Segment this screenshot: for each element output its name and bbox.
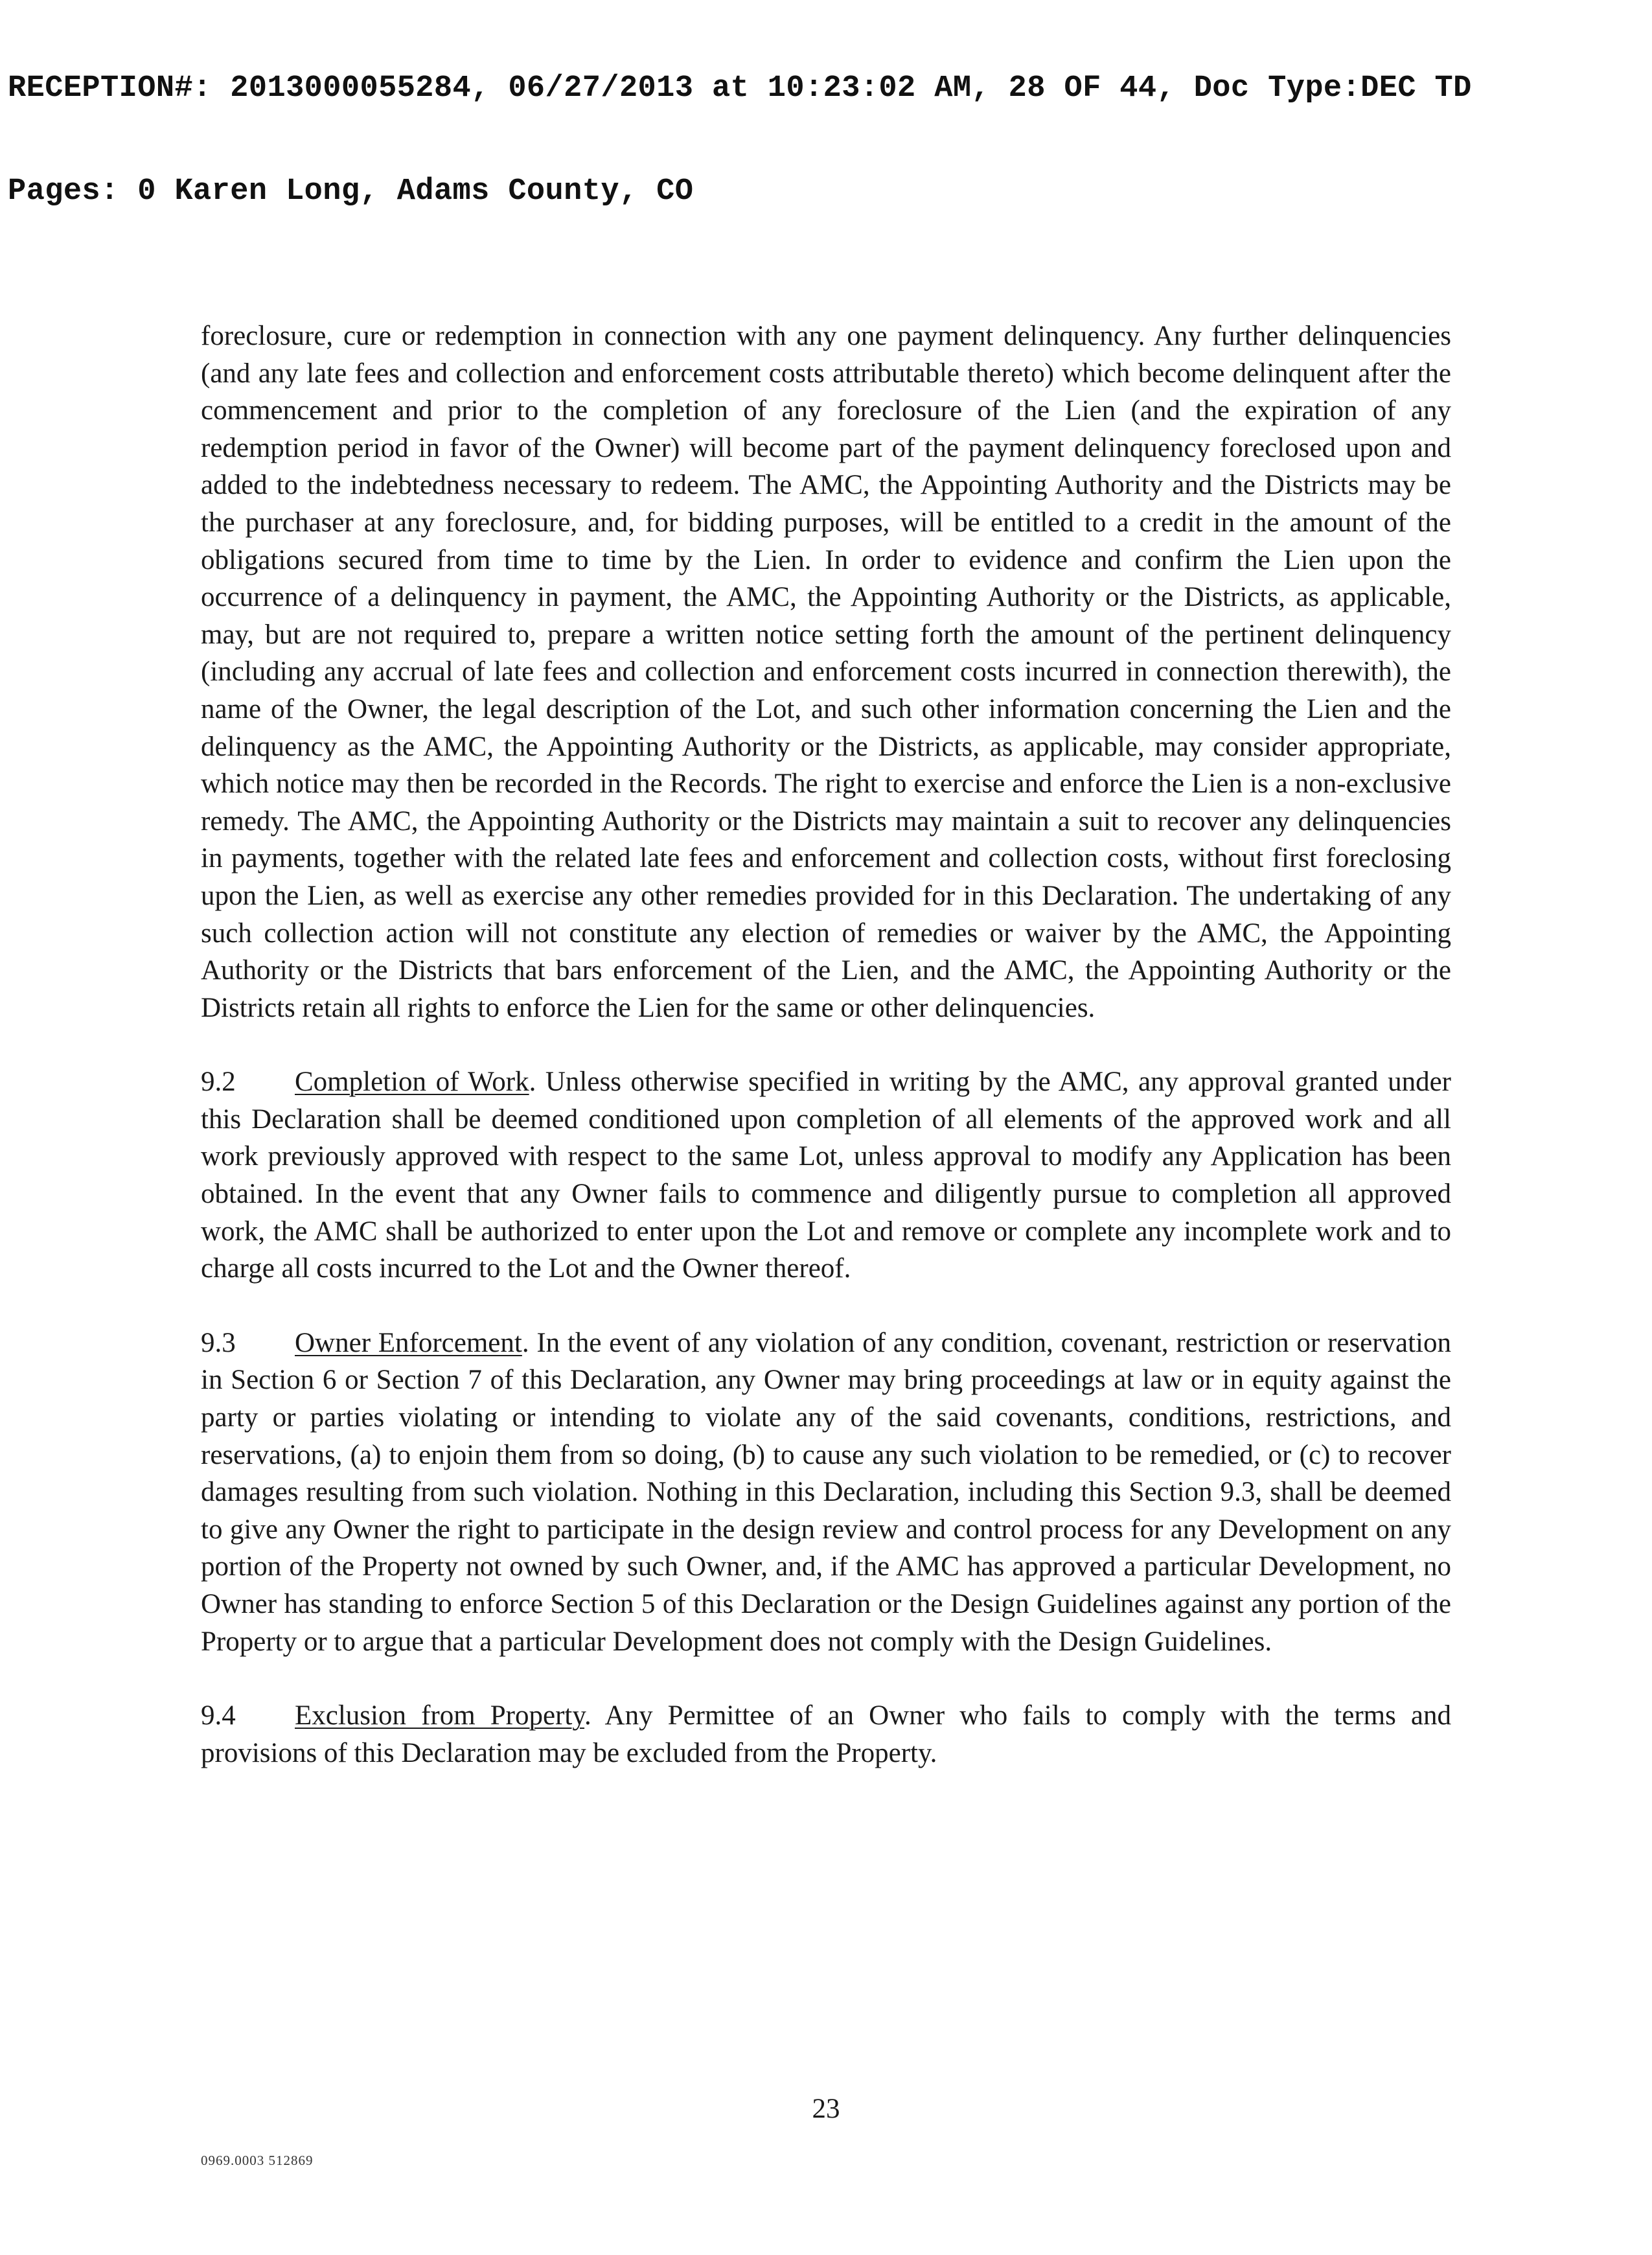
section-title: Completion of Work: [295, 1067, 529, 1098]
section-text: . In the event of any violation of any condition, covenant, restriction or reservation in Section 6 or Section 7 of this Declaration, any Owner may bring proceedings at law or in equity against the party or parties violating or intending to violate any of the said covenants, conditions, restrictions, and reservations, (a) to enjoin them from so doing, (b) to cause any such violation to be remedied, or (c) to recover damages resulting from such violation. Nothing in this Declaration, including this Section 9.3, shall be deemed to give any Owner the right to participate in the design review and control process for any Development on any portion of the Property not owned by such Owner, and, if the AMC has approved a particular Development, no Owner has standing to enforce Section 5 of this Declaration or the Design Guidelines against any portion of the Property or to argue that a particular Development does not comply with the Design Guidelines.: [201, 1327, 1451, 1657]
page-number: 23: [812, 2094, 840, 2124]
reception-line: RECEPTION#: 2013000055284, 06/27/2013 at 10:23:02 AM, 28 OF 44, Doc Type:DEC TD: [8, 71, 1472, 106]
section-number: 9.4: [201, 1700, 236, 1731]
section-number: 9.2: [201, 1067, 236, 1098]
pages-line: Pages: 0 Karen Long, Adams County, CO: [8, 174, 694, 209]
section-9-3: [201, 1324, 1451, 1660]
section-text: . Unless otherwise specified in writing by the AMC, any approval granted under this Declaration shall be deemed conditioned upon completion of all elements of the approved work and all work previously approved with respect to the same Lot, unless approval to modify any Application has been obtained. In the event that any Owner fails to commence and diligently pursue to completion all approved work, the AMC shall be authorized to enter upon the Lot and remove or complete any incomplete work and to charge all costs incurred to the Lot and the Owner thereof.: [201, 1067, 1451, 1284]
section-text: . Any Permittee of an Owner who fails to comply with the terms and provisions of this Declaration may be excluded from the Property.: [201, 1700, 1451, 1768]
recording-stamp: [8, 3, 1472, 243]
document-body: [201, 318, 1451, 1809]
continued-paragraph: foreclosure, cure or redemption in connection with any one payment delinquency. Any further delinquencies (and any late fees and collection and enforcement costs attributable thereto) which become delinquent after the commencement and prior to the completion of any foreclosure of the Lien (and the expiration of any redemption period in favor of the Owner) will become part of the payment delinquency foreclosed upon and added to the indebtedness necessary to redeem. The AMC, the Appointing Authority and the Districts may be the purchaser at any foreclosure, and, for bidding purposes, will be entitled to a credit in the amount of the obligations secured from time to time by the Lien. In order to evidence and confirm the Lien upon the occurrence of a delinquency in payment, the AMC, the Appointing Authority or the Districts, as applicable, may, but are not required to, prepare a written notice setting forth the amount of the pertinent delinquency (including any accrual of late fees and collection and enforcement costs incurred in connection therewith), the name of the Owner, the legal description of the Lot, and such other information concerning the Lien and the delinquency as the AMC, the Appointing Authority or the Districts, as applicable, may consider appropriate, which notice may then be recorded in the Records. The right to exercise and enforce the Lien is a non-exclusive remedy. The AMC, the Appointing Authority or the Districts may maintain a suit to recover any delinquencies in payments, together with the related late fees and enforcement and collection costs, without first foreclosing upon the Lien, as well as exercise any other remedies provided for in this Declaration. The undertaking of any such collection action will not constitute any election of remedies or waiver by the AMC, the Appointing Authority or the Districts that bars enforcement of the Lien, and the AMC, the Appointing Authority or the Districts retain all rights to enforce the Lien for the same or other delinquencies.: [201, 321, 1451, 1023]
section-9-2: [201, 1063, 1451, 1288]
section-number: 9.3: [201, 1327, 236, 1358]
section-title: Exclusion from Property: [295, 1700, 585, 1731]
section-9-4: [201, 1697, 1451, 1772]
document-id: 0969.0003 512869: [201, 2153, 314, 2168]
section-title: Owner Enforcement: [295, 1327, 522, 1358]
